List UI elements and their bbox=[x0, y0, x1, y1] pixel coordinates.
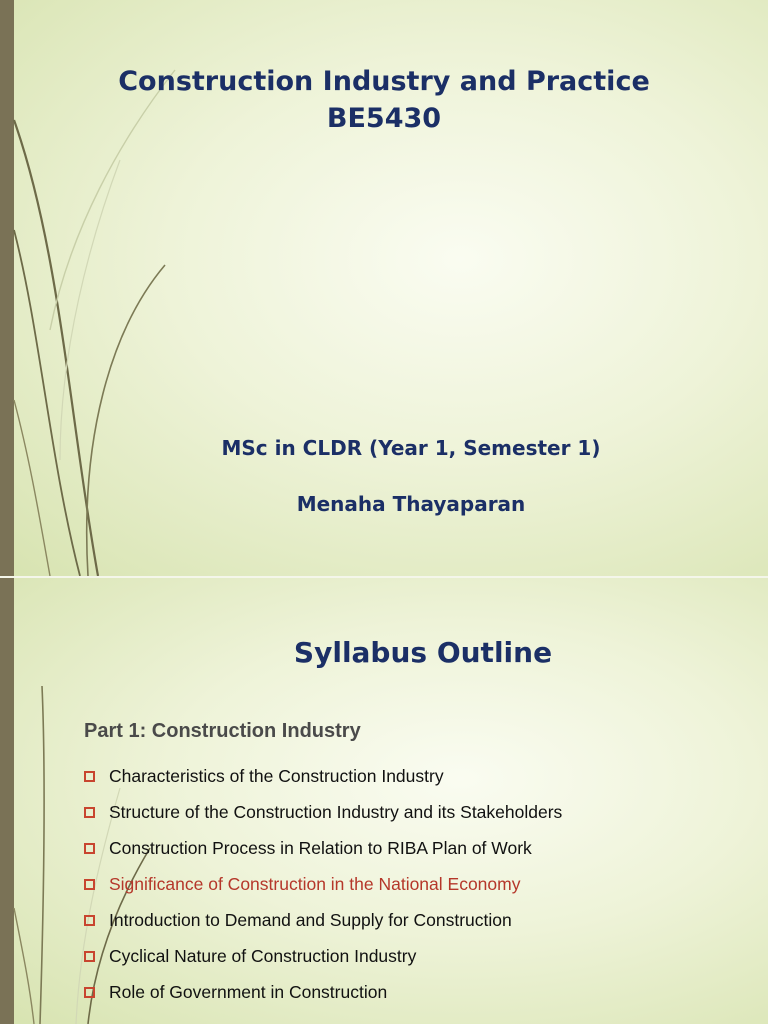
slide-author: Menaha Thayaparan bbox=[296, 492, 526, 516]
list-item: Structure of the Construction Industry and its Stakeholders bbox=[84, 794, 562, 830]
syllabus-list bbox=[84, 758, 562, 1010]
list-item-highlighted: Significance of Construction in the National Economy bbox=[84, 866, 562, 902]
slide-title-line1: Construction Industry and Practice bbox=[118, 66, 650, 97]
checkbox-bullet-icon bbox=[84, 987, 95, 998]
syllabus-title: Syllabus Outline bbox=[293, 636, 553, 669]
part-heading: Part 1: Construction Industry bbox=[84, 720, 361, 742]
list-item: Construction Process in Relation to RIBA Plan of Work bbox=[84, 830, 562, 866]
slide-title-line2: BE5430 bbox=[326, 103, 442, 134]
slide-subtitle: MSc in CLDR (Year 1, Semester 1) bbox=[221, 436, 601, 460]
checkbox-bullet-icon bbox=[84, 843, 95, 854]
syllabus-slide bbox=[0, 578, 768, 1024]
list-item: Cyclical Nature of Construction Industry bbox=[84, 938, 562, 974]
checkbox-bullet-icon bbox=[84, 879, 95, 890]
checkbox-bullet-icon bbox=[84, 771, 95, 782]
list-item: Role of Government in Construction bbox=[84, 974, 562, 1010]
list-item: Introduction to Demand and Supply for Construction bbox=[84, 902, 562, 938]
checkbox-bullet-icon bbox=[84, 915, 95, 926]
checkbox-bullet-icon bbox=[84, 951, 95, 962]
checkbox-bullet-icon bbox=[84, 807, 95, 818]
list-item: Characteristics of the Construction Industry bbox=[84, 758, 562, 794]
